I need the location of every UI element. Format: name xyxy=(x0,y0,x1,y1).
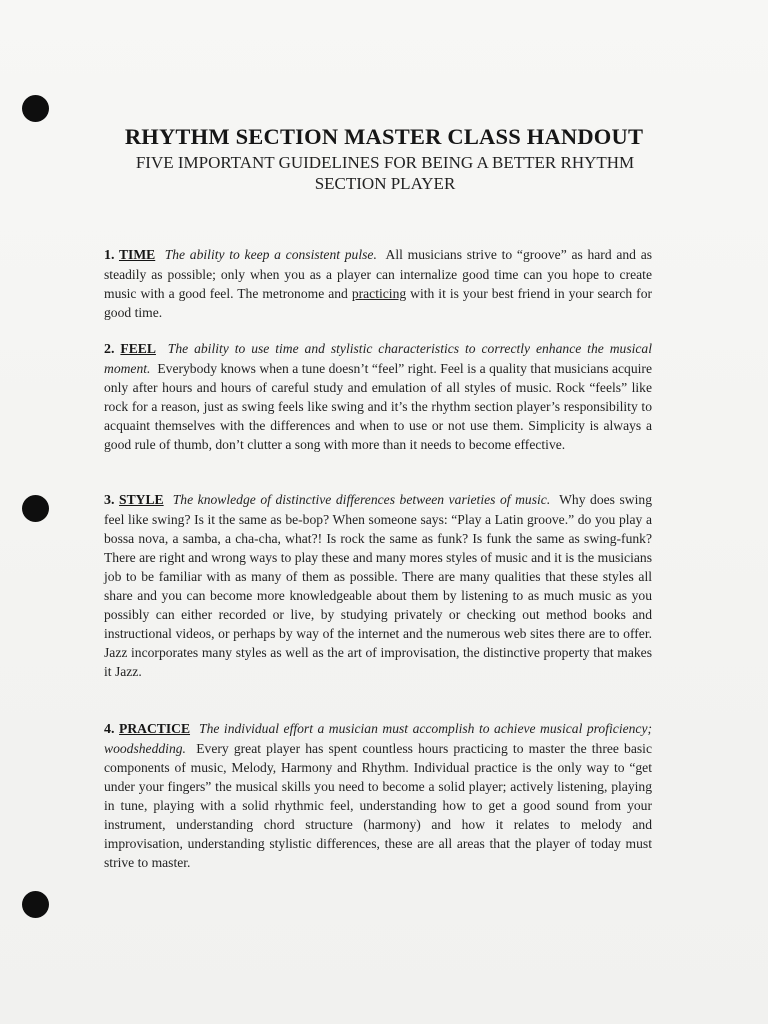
guideline-body: Every great player has spent countless hours practicing to master the three basic components of music, Melody, Harmony and Rhythm. Individual practice is the only way to “get under your fingers” the musical skills you need to become a solid player; actively listening, playing in tune, playing with a solid rhythmic feel, understanding how to get a good sound from your instrument, understanding chord structure (harmony) and how it relates to melody and improvisation, understanding stylistic differences, these are all areas that the player of today must strive to master. xyxy=(104,741,652,870)
guideline-style xyxy=(104,490,652,681)
guideline-feel xyxy=(104,339,652,454)
underlined-word: practicing xyxy=(351,286,407,301)
binder-hole-top xyxy=(22,95,49,122)
guideline-body-end: with it is your best friend in your search for good time. xyxy=(104,286,653,320)
guideline-number: 4. xyxy=(104,722,115,737)
guideline-label: PRACTICE xyxy=(119,721,191,736)
guideline-label: TIME xyxy=(118,247,156,262)
binder-hole-bottom xyxy=(22,891,49,918)
guideline-definition: The knowledge of distinctive differences between varieties of music. xyxy=(172,492,551,507)
guideline-heading xyxy=(104,247,155,262)
guideline-definition: The ability to use time and stylistic characteristics to correctly enhance the musical moment. xyxy=(104,341,652,376)
guideline-practice xyxy=(104,719,652,872)
page-title: RHYTHM SECTION MASTER CLASS HANDOUT xyxy=(124,124,644,149)
guideline-label: STYLE xyxy=(119,492,164,507)
guideline-number: 1. xyxy=(104,248,115,263)
guideline-definition: The ability to keep a consistent pulse. xyxy=(164,247,377,262)
guideline-number: 2. xyxy=(104,342,115,357)
guideline-definition: The individual effort a musician must accomplish to achieve musical proficiency; woodshedding. xyxy=(104,721,653,756)
binder-hole-middle xyxy=(22,495,49,522)
guideline-heading xyxy=(104,492,164,507)
page-subtitle: FIVE IMPORTANT GUIDELINES FOR BEING A BETTER RHYTHM SECTION PLAYER xyxy=(135,153,635,193)
guideline-time xyxy=(104,245,652,322)
guideline-heading xyxy=(104,341,156,356)
guideline-body: Everybody knows when a tune doesn’t “feel” right. Feel is a quality that musicians acquire only after hours and hours of careful study and emulation of all styles of music. Rock “feels” like rock for a reason, just as swing feels like swing and it’s the rhythm section player’s responsibility to acquaint themselves with the differences and when to use or not use them. Simplicity is always a good rule of thumb, don’t clutter a song with more than it needs to become effective. xyxy=(104,361,652,452)
guideline-body: All musicians strive to “groove” as hard and as steadily as possible; only when you as a player can internalize good time can you hope to create music with a good feel. The metronome and xyxy=(104,247,653,301)
guideline-body: Why does swing feel like swing? Is it the same as be-bop? When someone says: “Play a Latin groove.” do you play a bossa nova, a samba, a cha-cha, what?! Is rock the same as funk? Is funk the same as swing-funk? There are right and wrong ways to play these and many mores styles of music and it is the musicians job to be familiar with as many of them as possible. There are many qualities that these styles all share and you can become more knowledgeable about them by listening to as much music as you possibly can either recorded or live, by studying privately or checking out method books and instructional videos, or perhaps by way of the internet and the numerous web sites there are to offer. Jazz incorporates many styles as well as the art of improvisation, the distinctive property that makes it Jazz. xyxy=(104,492,652,679)
guideline-number: 3. xyxy=(104,493,115,508)
guideline-label: FEEL xyxy=(120,341,156,356)
guideline-heading xyxy=(104,721,190,736)
